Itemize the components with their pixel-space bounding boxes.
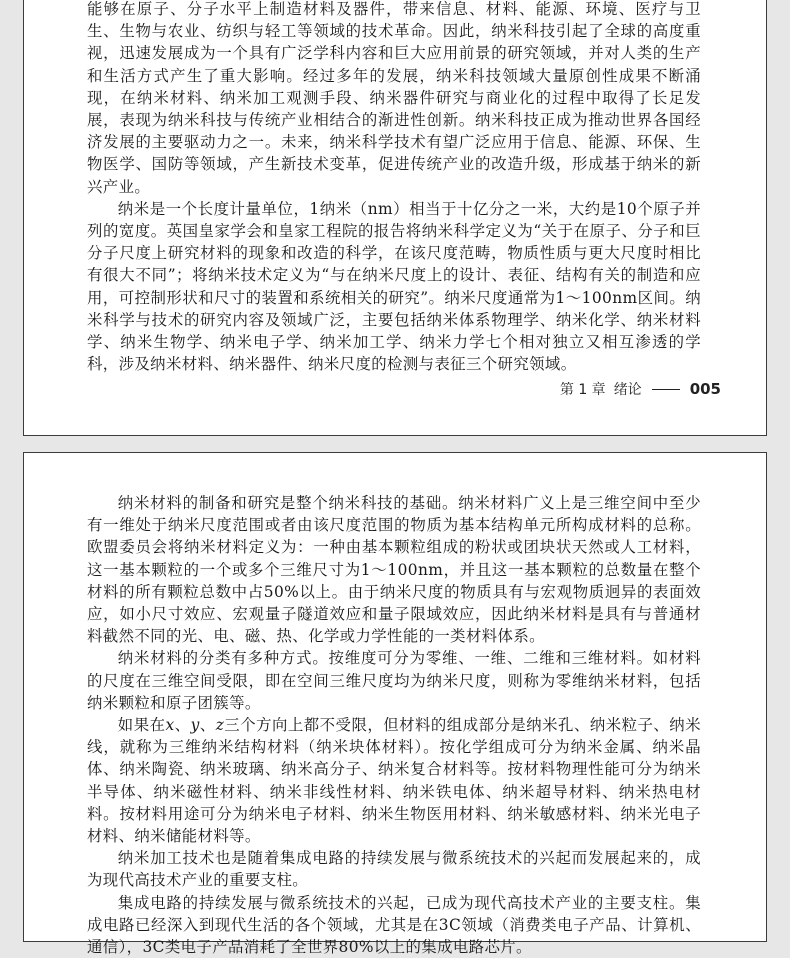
page-footer	[560, 379, 721, 399]
chapter-label: 第 1 章	[559, 382, 606, 398]
text-run: 、	[199, 716, 216, 735]
paragraph: 纳米是一个长度计量单位，1纳米（nm）相当于十亿分之一米，大约是10个原子并列的宽度。英国皇家学会和皇家工程院的报告将纳米科学定义为“关于在原子、分子和巨分子尺度上研究材料的现象和改造的科学，在该尺度范畴，物质性质与更大尺度时相比有很大不同”；将纳米技术定义为“与在纳米尺度上的设计、表征、结构有关的制造和应用，可控制形状和尺寸的装置和系统相关的研究”。纳米尺度通常为1～100nm区间。纳米科学与技术的研究内容及领域广泛，主要包括纳米体系物理学、纳米化学、纳米材料学、纳米生物学、纳米电子学、纳米加工学、纳米力学七个相对独立又相互渗透的学科，涉及纳米材料、纳米器件、纳米尺度的检测与表征三个研究领域。	[87, 199, 701, 374]
text-run: 三个方向上都不受限，但材料的组成部分是纳米孔、纳米粒子、纳米线，就称为三维纳米结构材料（纳米块体材料）。按化学组成可分为纳米金属、纳米晶体、纳米陶瓷、纳米玻璃、纳米高分子、纳米复合材料等。按材料物理性能可分为纳米半导体、纳米磁性材料、纳米非线性材料、纳米铁电体、纳米超导材料、纳米热电材料。按材料用途可分为纳米电子材料、纳米生物医用材料、纳米敏感材料、纳米光电子材料、纳米储能材料等。	[87, 716, 701, 846]
paragraph	[87, 714, 701, 847]
book-page-top	[23, 0, 767, 436]
variable-z: z	[215, 716, 225, 735]
text-run: 、	[174, 716, 191, 735]
variable-x: x	[165, 716, 175, 735]
chapter-title: 绪论	[613, 382, 642, 398]
paragraph: 纳米加工技术也是随着集成电路的持续发展与微系统技术的兴起而发展起来的，成为现代高技术产业的重要支柱。	[87, 849, 701, 890]
variable-y: y	[190, 716, 200, 735]
paragraph: 能够在原子、分子水平上制造材料及器件，带来信息、材料、能源、环境、医疗与卫生、生物与农业、纺织与轻工等领域的技术革命。因此，纳米科技引起了全球的高度重视，迅速发展成为一个具有广泛学科内容和巨大应用前景的研究领域，并对人类的生产和生活方式产生了重大影响。经过多年的发展，纳米科技领域大量原创性成果不断涌现，在纳米材料、纳米加工观测手段、纳米器件研究与商业化的过程中取得了长足发展，表现为纳米科技与传统产业相结合的渐进性创新。纳米科技正成为推动世界各国经济发展的主要驱动力之一。未来，纳米科学技术有望广泛应用于信息、能源、环保、生物医学、国防等领域，产生新技术变革，促进传统产业的改造升级，形成基于纳米的新兴产业。	[87, 0, 701, 196]
book-page-bottom	[23, 452, 767, 957]
page-body	[87, 492, 701, 958]
paragraph: 纳米材料的制备和研究是整个纳米科技的基础。纳米材料广义上是三维空间中至少有一维处于纳米尺度范围或者由该尺度范围的物质为基本结构单元所构成材料的总称。欧盟委员会将纳米材料定义为：一种由基本颗粒组成的粉状或团块状天然或人工材料，这一基本颗粒的一个或多个三维尺寸为1～100nm，并且这一基本颗粒的总数量在整个材料的所有颗粒总数中占50%以上。由于纳米尺度的物质具有与宏观物质迥异的表面效应，如小尺寸效应、宏观量子隧道效应和量子限域效应，因此纳米材料是具有与普通材料截然不同的光、电、磁、热、化学或力学性能的一类材料体系。	[87, 494, 701, 646]
text-run: 如果在	[117, 716, 166, 735]
paragraph: 集成电路的持续发展与微系统技术的兴起，已成为现代高技术产业的主要支柱。集成电路已经深入到现代生活的各个领域，尤其是在3C领域（消费类电子产品、计算机、通信），3C类电子产品消耗了全世界80%以上的集成电路芯片。	[87, 893, 701, 957]
page-number: 005	[689, 380, 721, 398]
paragraph: 纳米材料的分类有多种方式。按维度可分为零维、一维、二维和三维材料。如材料的尺度在三维空间受限，即在空间三维尺度均为纳米尺度，则称为零维纳米材料，包括纳米颗粒和原子团簇等。	[87, 649, 701, 712]
footer-rule	[652, 389, 680, 390]
page-body	[87, 0, 701, 375]
